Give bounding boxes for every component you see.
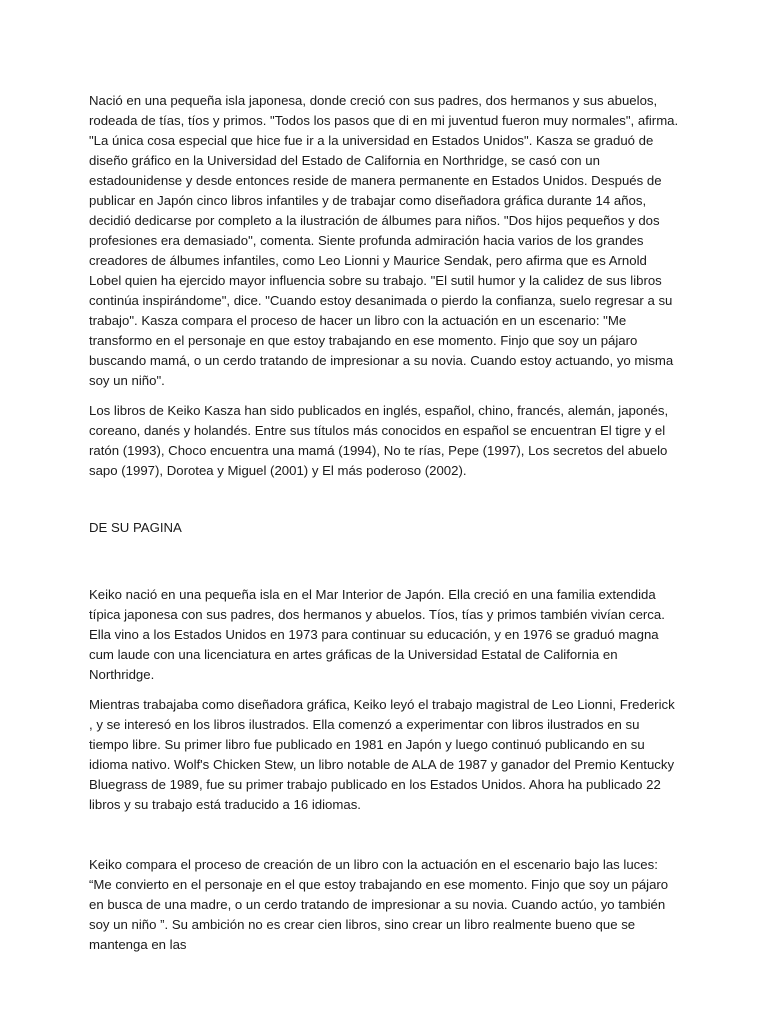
paragraph-early-life: Keiko nació en una pequeña isla en el Mar Interior de Japón. Ella creció en una familia extendida típica japonesa con sus padres, dos hermanos y abuelos. Tíos, tías y primos también vivían cerca. Ella vino a los Estados Unidos en 1973 para continuar su educación, y en 1976 se graduó magna cum laude con una licenciatura en artes gráficas de la Universidad Estatal de California en Northridge. <box>89 587 665 682</box>
paragraph-biography: Nació en una pequeña isla japonesa, donde creció con sus padres, dos hermanos y sus abuelos, rodeada de tías, tíos y primos. "Todos los pasos que di en mi juventud fueron muy normales", afirma. "La única cosa especial que hice fue ir a la universidad en Estados Unidos". Kasza se graduó de diseño gráfico en la Universidad del Estado de California en Northridge, se casó con un estadounidense y desde entonces reside de manera permanente en Estados Unidos. Después de publicar en Japón cinco libros infantiles y de trabajar como diseñadora gráfica durante 14 años, decidió dedicarse por completo a la ilustración de álbumes para niños. "Dos hijos pequeños y dos profesiones era demasiado", comenta. Siente profunda admiración hacia varios de los grandes creadores de álbumes infantiles, como Leo Lionni y Maurice Sendak, pero afirma que es Arnold Lobel quien ha ejercido mayor influencia sobre su trabajo. "El sutil humor y la calidez de sus libros continúa inspirándome", dice. "Cuando estoy desanimada o pierdo la confianza, suelo regresar a su trabajo". Kasza compara el proceso de hacer un libro con la actuación en un escenario: "Me transformo en el personaje en que estoy trabajando en ese momento. Finjo que soy un pájaro buscando mamá, o un cerdo tratando de impresionar a su novia. Cuando estoy actuando, yo misma soy un niño". <box>89 93 679 388</box>
paragraph-publications: Los libros de Keiko Kasza han sido publicados en inglés, español, chino, francés, alemán, japonés, coreano, danés y holandés. Entre sus títulos más conocidos en español se encuentran El tigre y el ratón (1993), Choco encuentra una mamá (1994), No te rías, Pepe (1997), Los secretos del abuelo sapo (1997), Dorotea y Miguel (2001) y El más poderoso (2002). <box>89 403 669 478</box>
paragraph-career: Mientras trabajaba como diseñadora gráfica, Keiko leyó el trabajo magistral de Leo Lionni, Frederick , y se interesó en los libros ilustrados. Ella comenzó a experimentar con libros ilustrados en su tiempo libre. Su primer libro fue publicado en 1981 en Japón y luego continuó publicando en su idioma nativo. Wolf's Chicken Stew, un libro notable de ALA de 1987 y ganador del Premio Kentucky Bluegrass de 1989, fue su primer trabajo publicado en los Estados Unidos. Ahora ha publicado 22 libros y su trabajo está traducido a 16 idiomas. <box>89 697 675 812</box>
paragraph-creative-process: Keiko compara el proceso de creación de un libro con la actuación en el escenario bajo las luces: “Me convierto en el personaje en el que estoy trabajando en ese momento. Finjo que soy un pájaro en busca de una madre, o un cerdo tratando de impresionar a su novia. Cuando actúo, yo también soy un niño ”. Su ambición no es crear cien libros, sino crear un libro realmente bueno que se mantenga en las <box>89 857 669 952</box>
section-heading: DE SU PAGINA <box>89 520 182 535</box>
document-body <box>89 91 681 965</box>
